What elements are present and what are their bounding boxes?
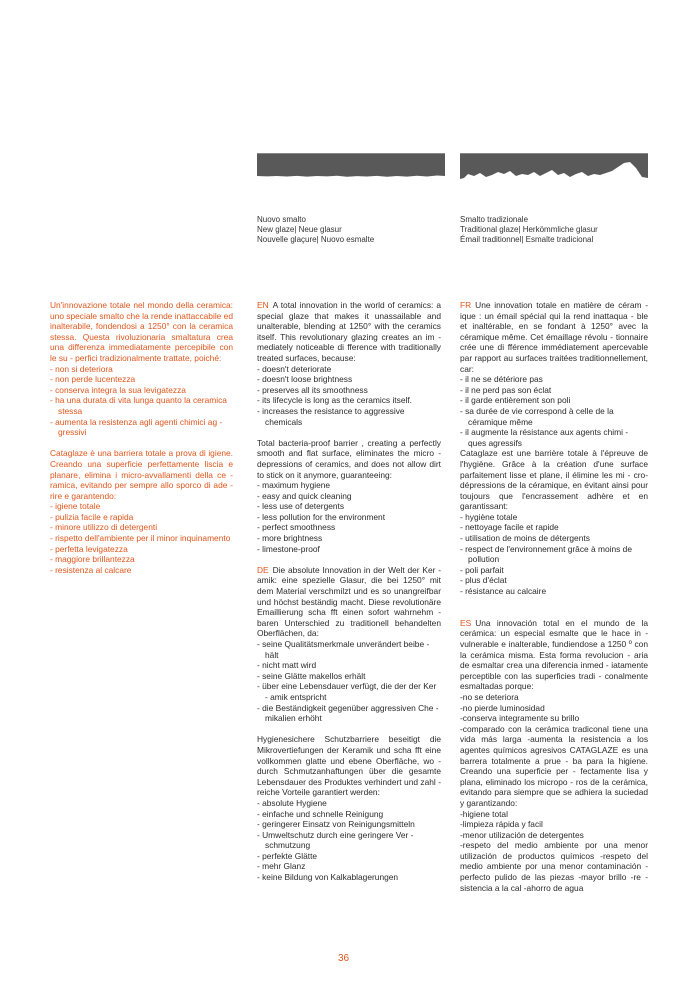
list-item: - seine Glätte makellos erhält bbox=[257, 670, 366, 681]
italian-text-column bbox=[50, 300, 233, 575]
traditional-glaze-caption bbox=[460, 215, 598, 245]
list-item: - maggiore brillantezza bbox=[50, 554, 135, 565]
list-item: - pulizia facile e rapida bbox=[50, 511, 134, 522]
list-item: - nicht matt wird bbox=[257, 660, 317, 671]
list-item: - mehr Glanz bbox=[257, 861, 306, 872]
list-item: - hygiène totale bbox=[460, 511, 518, 522]
english-german-column bbox=[257, 300, 441, 883]
list-item: - die Beständigkeit gegenüber aggressiven Che - mikalien erhöht bbox=[257, 702, 439, 724]
spanish-text-3: -respeto del medio ambiente por una menor utilización de productos químicos -respeto del medio ambiente por una menor contaminación -perfecto pulido de las piezas -mayor brillo -re - sistencia a la cal -ahorro de agua bbox=[460, 840, 649, 893]
list-item: - perfetta levigatezza bbox=[50, 543, 128, 554]
list-item: - less pollution for the environment bbox=[257, 511, 386, 522]
french-spanish-column bbox=[460, 300, 648, 893]
list-item: -limpieza rápida y facil bbox=[460, 819, 543, 830]
list-item: - geringerer Einsatz von Reinigungsmitteln bbox=[257, 819, 415, 830]
list-item: - perfect smoothness bbox=[257, 522, 336, 533]
list-item: - limestone-proof bbox=[257, 543, 320, 554]
caption-line: Traditional glaze| Herkömmliche glasur bbox=[460, 225, 598, 234]
list-item: - less use of detergents bbox=[257, 501, 345, 512]
list-item: - minore utilizzo di detergenti bbox=[50, 522, 158, 533]
list-item: - ha una durata di vita lunga quanto la ceramica stessa bbox=[50, 395, 227, 416]
list-item: - doesn't deteriorate bbox=[257, 363, 332, 374]
list-item: - easy and quick cleaning bbox=[257, 490, 352, 501]
italian-intro: Un'innovazione totale nel mondo della ceramica: uno speciale smalto che la rende inattaccabile ed inalterabile, fondendosi a 1250° con la ceramica stessa. Questa rivoluzionaria smaltatura crea una differenza immediatamente percepibile con le su - perfici tradizionalmente trattate, poiché: bbox=[50, 300, 234, 363]
list-item: - igiene totale bbox=[50, 501, 101, 512]
caption-line: Émail traditionnel| Esmalte tradicional bbox=[460, 235, 594, 244]
list-item: - il garde entièrement son poli bbox=[460, 395, 571, 406]
italian-para-2: Cataglaze è una barriera totale a prova di igiene. Creando una superficie perfettamente liscia e planare, elimina i micro-avvallamenti della ce - ramica, evitando per sempre allo sporco di ade - rire e garantendo: bbox=[50, 448, 233, 501]
german-intro: DE Die absolute Innovation in der Welt der Ker - amik: eine spezielle Glasur, die bei 1250° mit dem Material verschmilzt und es so unangreifbar und höchst beständig macht. Diese revolutionäre Emaillierung scha fft einen sofort wahrnehm - baren Unterschied zu traditionell behandelten Oberflächen, da: bbox=[257, 564, 441, 639]
list-item: - rispetto dell'ambiente per il minor inquinamento bbox=[50, 533, 231, 544]
list-item: - conserva integra la sua levigatezza bbox=[50, 384, 186, 395]
caption-line: Nuovo smalto bbox=[257, 215, 306, 224]
list-item: - doesn't loose brightness bbox=[257, 374, 353, 385]
list-item: - einfache und schnelle Reinigung bbox=[257, 808, 384, 819]
list-item: - its lifecycle is long as the ceramics itself. bbox=[257, 395, 412, 406]
language-tag-es: ES bbox=[460, 617, 472, 628]
list-item: - increases the resistance to aggressive chemicals bbox=[257, 405, 405, 427]
list-item: -conserva integramente su brillo bbox=[460, 713, 580, 724]
list-item: - il ne se détériore pas bbox=[460, 374, 543, 385]
list-item: - resistenza al calcare bbox=[50, 564, 132, 575]
caption-line: Smalto tradizionale bbox=[460, 215, 529, 224]
list-item: - poli parfait bbox=[460, 564, 504, 575]
caption-line: New glaze| Neue glasur bbox=[257, 225, 342, 234]
english-intro: EN A total innovation in the world of ceramics: a special glaze that makes it unassailable and unalterable, blending at 1250° with the ceramics itself. This revolutionary glazing creates an im - mediately noticeable di fference with traditionally treated surfaces, because: bbox=[257, 300, 441, 363]
list-item: - maximum hygiene bbox=[257, 480, 331, 491]
new-glaze-illustration bbox=[257, 153, 445, 196]
list-item: - aumenta la resistenza agli agenti chimici ag - gressivi bbox=[50, 416, 223, 438]
list-item: - perfekte Glätte bbox=[257, 850, 318, 861]
list-item: - über eine Lebensdauer verfügt, die der der Ker - amik entspricht bbox=[257, 681, 437, 702]
list-item: - absolute Hygiene bbox=[257, 797, 327, 808]
list-item: -no pierde luminosidad bbox=[460, 702, 545, 713]
list-item: - preserves all its smoothness bbox=[257, 384, 368, 395]
caption-line: Nouvelle glaçure| Nuovo esmalte bbox=[257, 235, 375, 244]
list-item: - respect de l'environnement grâce à moins de pollution bbox=[460, 543, 632, 565]
list-item: - seine Qualitätsmerkmale unverändert beibe - hält bbox=[257, 639, 430, 660]
list-item: - non perde lucentezza bbox=[50, 374, 136, 385]
list-item: - keine Bildung von Kalkablagerungen bbox=[257, 872, 399, 883]
new-glaze-caption bbox=[257, 215, 374, 245]
german-para-2: Hygienesichere Schutzbarriere beseitigt die Mikrovertiefungen der Keramik und scha fft eine vollkommen glatte und ebene Oberfläche, wo - durch Schmutzanhaftungen über die gesamte Lebensdauer des Produktes verhindert und zahl - reiche Vorteile garantiert werden: bbox=[257, 734, 441, 798]
list-item: - résistance au calcaire bbox=[460, 586, 547, 597]
list-item: - plus d'éclat bbox=[460, 575, 507, 586]
list-item: - Umweltschutz durch eine geringere Ver - schmutzung bbox=[257, 829, 414, 851]
list-item: -menor utilización de detergentes bbox=[460, 829, 584, 840]
french-intro: FR Une innovation totale en matière de céram - ique : un émail spécial qui la rend inattaqua - ble et inaltérable, en se fondant à 1250° avec la céramique même. Cet émaillage révolu - tionnaire crée une di fférence immédiatement apercevable par rapport au surfaces traitées traditionnellement, car: bbox=[460, 300, 649, 374]
list-item: - non si deteriora bbox=[50, 363, 113, 374]
spanish-text-2: -comparado con la cerámica tradiconal tiene una vida más larga -aumenta la resistencia a los agentes químicos agresivos CATAGLAZE es una barrera totalmente a prue - ba para la higiene. Creando una superficie per - fectamente lisa y plana, eliminado los micropo - ros de la cerámica, evitando para siempre que se adhiera la suciedad y garantizando: bbox=[460, 723, 649, 808]
list-item: -no se deteriora bbox=[460, 691, 519, 702]
english-para-2: Total bacteria-proof barrier , creating a perfectly smooth and flat surface, eliminates the micro - depressions of ceramics, and does not allow dirt to stick on it anymore, guaranteeing: bbox=[257, 437, 441, 480]
spanish-text: ES Una innovación total en el mundo de la cerámica: un especial esmalte que le hace in - vulnerable e inalterable, fundiendose a 1250 º con la cerámica misma. Esta forma revolucion - aria de esmaltar crea una diferencia inmed - iatamente perceptible con las superficies tradi - conalmente esmaltadas porque: bbox=[460, 617, 648, 692]
list-item: - il ne perd pas son éclat bbox=[460, 384, 552, 395]
traditional-glaze-illustration bbox=[460, 153, 648, 196]
list-item: - nettoyage facile et rapide bbox=[460, 522, 559, 533]
language-tag-de: DE bbox=[257, 564, 269, 575]
list-item: - utilisation de moins de détergents bbox=[460, 533, 590, 544]
list-item: -higiene total bbox=[460, 808, 508, 819]
language-tag-fr: FR bbox=[460, 300, 472, 310]
page-number: 36 bbox=[338, 953, 350, 964]
french-para-2: Cataglaze est une barrière totale à l'épreuve de l'hygiène. Grâce à la création d'une surface parfaitement lisse et plane, il élimine les mi - cro-dépressions de la céramique, en évitant ainsi pour toujours que l'encrassement adhère et en garantissant: bbox=[460, 448, 649, 512]
list-item: - more brightness bbox=[257, 533, 323, 544]
list-item: - sa durée de vie correspond à celle de la céramique même bbox=[460, 405, 614, 427]
list-item: - il augmente la résistance aux agents chimi - ques agressifs bbox=[460, 427, 629, 448]
language-tag-en: EN bbox=[257, 300, 269, 310]
